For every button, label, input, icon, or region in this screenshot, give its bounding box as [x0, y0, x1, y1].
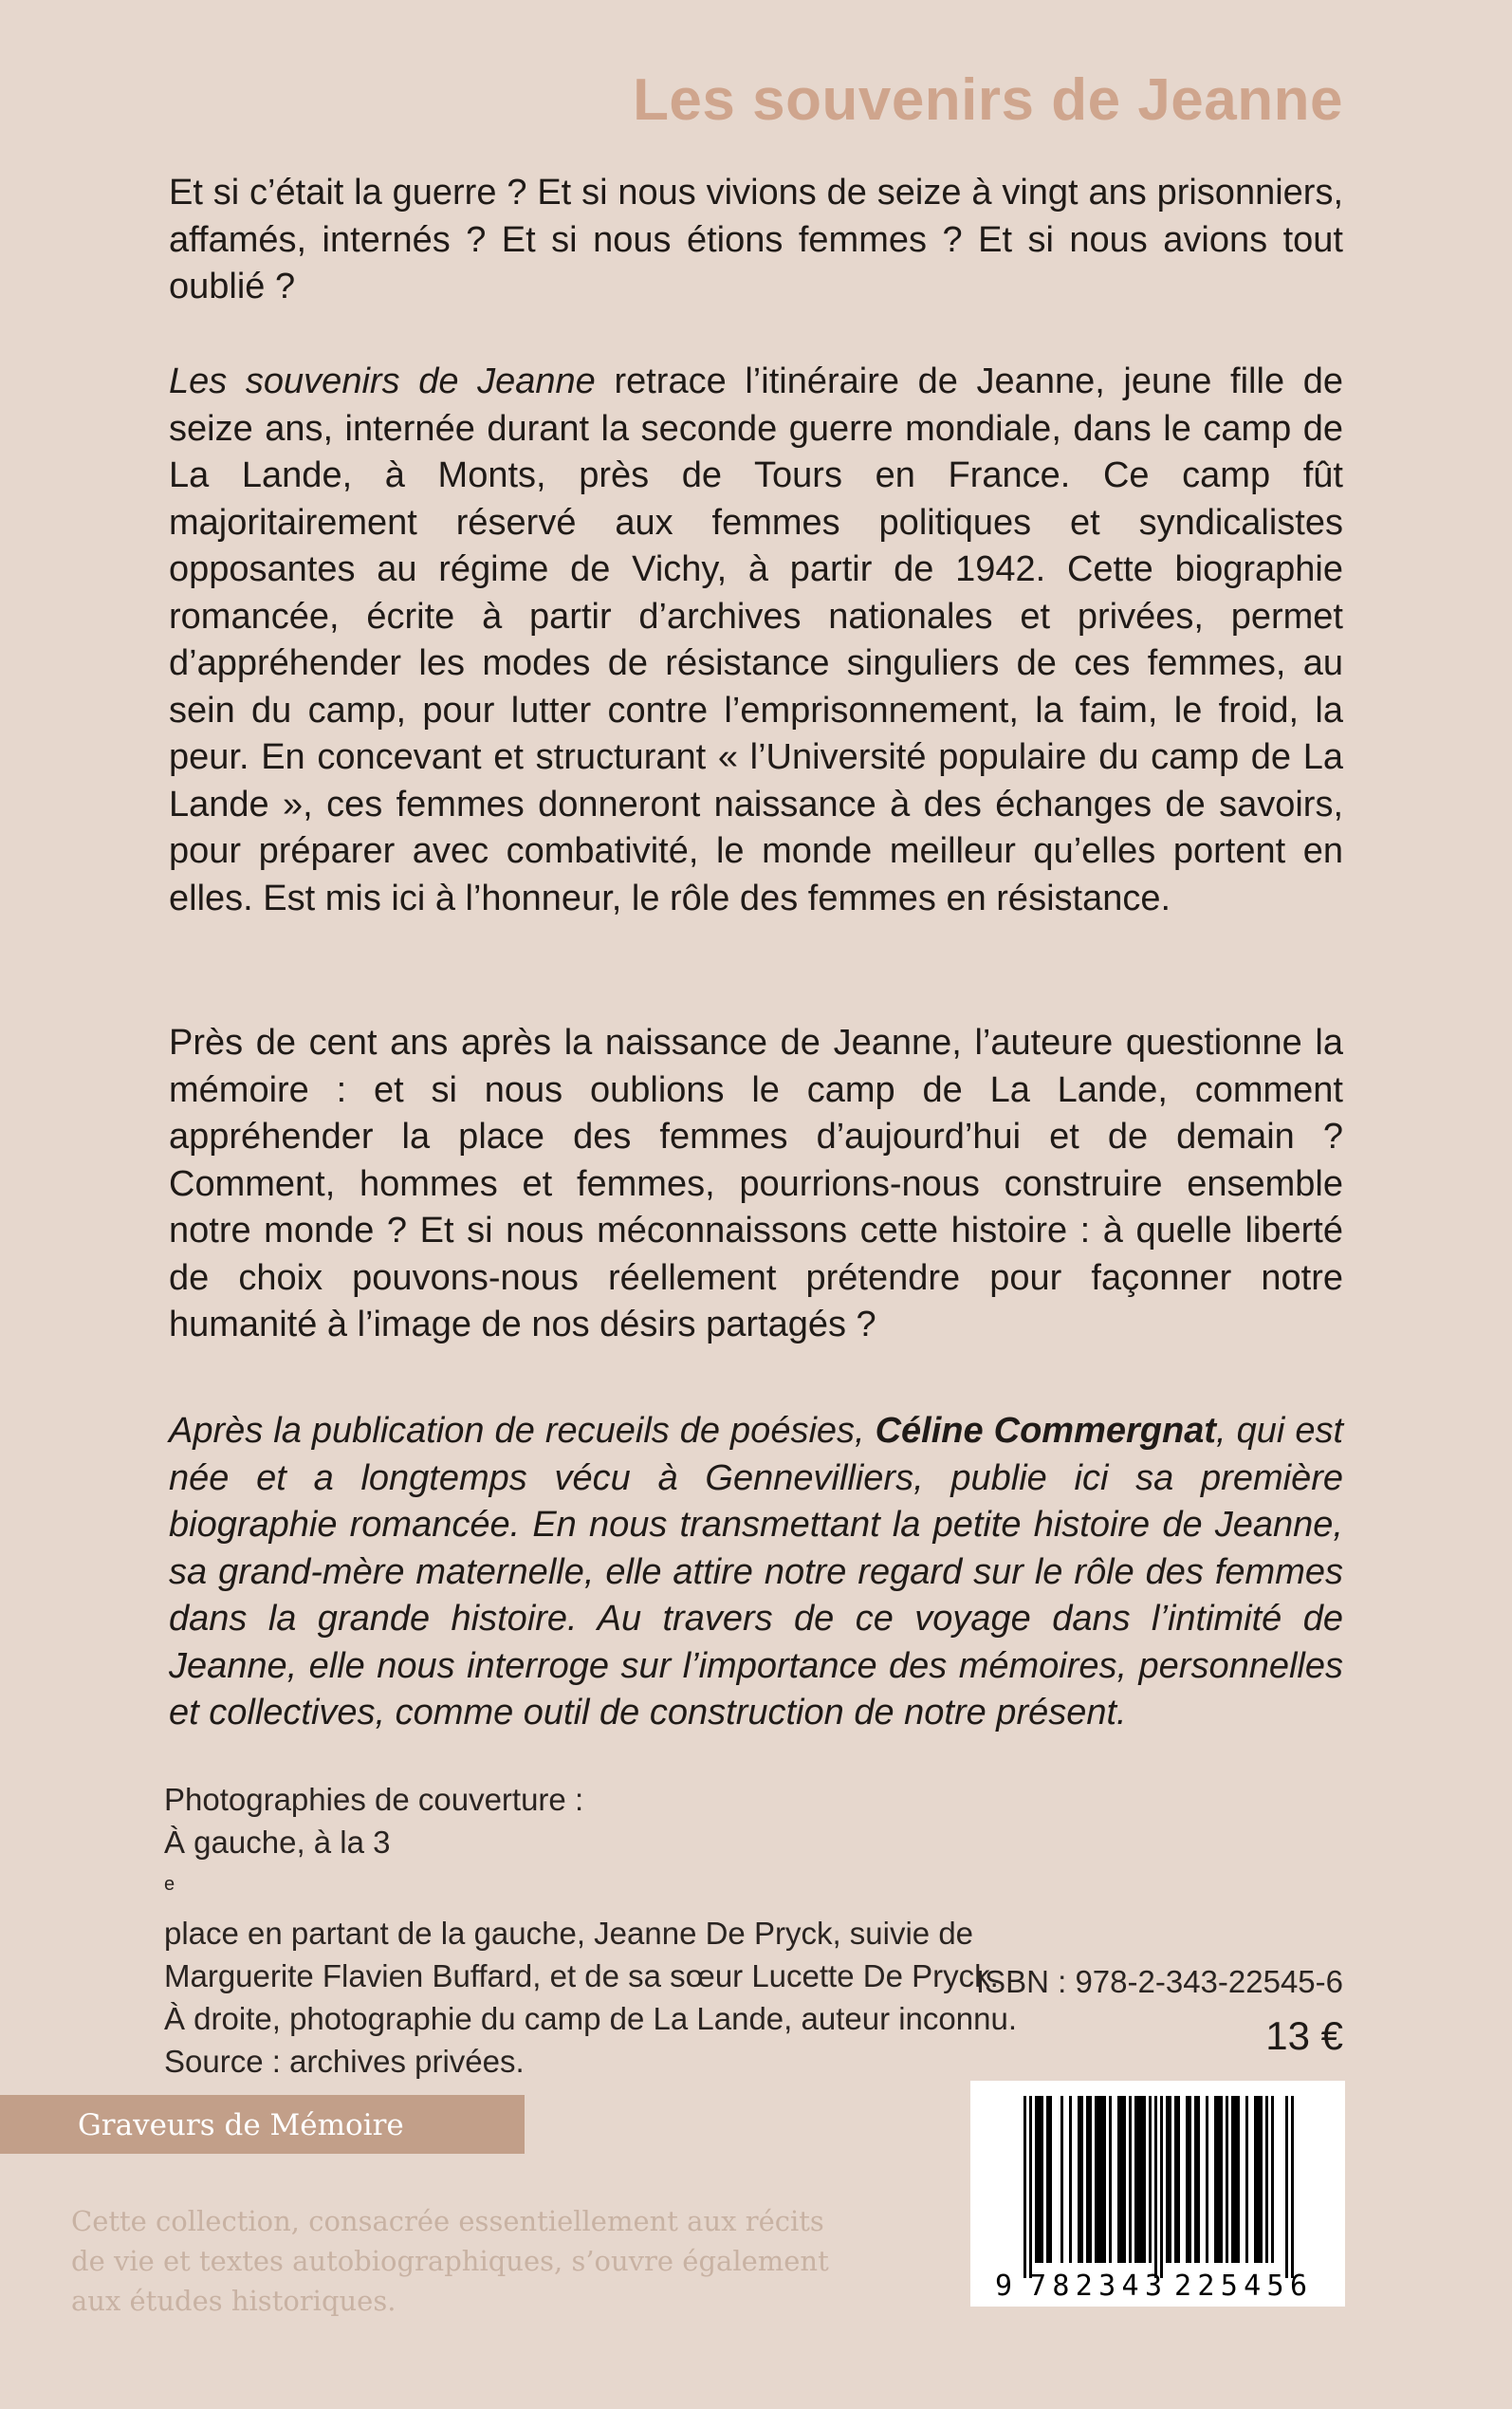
barcode-bar [1260, 2096, 1263, 2263]
barcode-bar [1154, 2096, 1157, 2278]
barcode-bar [1245, 2096, 1248, 2263]
blurb-paragraph-1: Et si c’était la guerre ? Et si nous vivions de seize à vingt ans prisonniers, affamés, internés ? Et si nous étions femmes ? Et si nous avions tout oublié ? [169, 173, 1343, 306]
photo-credits-line-2: Marguerite Flavien Buffard, et de sa sœur Lucette De Pryck. [164, 1958, 999, 1993]
barcode-graphic [970, 2081, 1345, 2307]
author-bio-intro: Après la publication de recueils de poésies, [169, 1411, 876, 1451]
barcode-bar [1117, 2096, 1120, 2263]
author-bio [169, 1408, 1343, 1737]
barcode-bars [1023, 2096, 1294, 2278]
barcode-bar [1194, 2096, 1197, 2263]
barcode-digits-left: 782343 [1029, 2270, 1162, 2303]
barcode-bar [1097, 2096, 1100, 2263]
author-bio-text: , qui est née et a longtemps vécu à Gennevilliers, publie ici sa première biographie romancée. En nous transmettant la petite histoire de Jeanne, sa grand-mère maternelle, elle attire notre regard sur le rôle des femmes dans la grande histoire. Au travers de ce voyage dans l’intimité de Jeanne, elle nous interroge sur l’importance des mémoires, personnelles et collectives, comme outil de construction de notre présent. [169, 1411, 1344, 1733]
barcode-bar [1038, 2096, 1041, 2263]
barcode-bar [1217, 2096, 1220, 2263]
barcode-bar [1100, 2096, 1103, 2263]
collection-name: Graveurs de Mémoire [78, 2108, 404, 2142]
price: 13 € [1265, 2013, 1343, 2058]
photo-credits [164, 1778, 1359, 2083]
isbn: ISBN : 978-2-343-22545-6 [975, 1964, 1343, 1999]
barcode-bar [1271, 2096, 1274, 2263]
photo-credits-line-1: À gauche, à la 3 $^e$ place en partant de la gauche, Jeanne De Pryck, suivie de [164, 1825, 974, 1951]
barcode-bar [1234, 2096, 1237, 2263]
barcode-digit-first: 9 [995, 2270, 1013, 2303]
barcode-digits-right: 225456 [1174, 2270, 1307, 2303]
barcode-bar [1086, 2096, 1089, 2263]
barcode-bar [1265, 2096, 1268, 2263]
barcode [970, 2081, 1345, 2307]
collection-description-line-1: Cette collection, consacrée essentiellement aux récits [71, 2205, 824, 2237]
barcode-bar [1206, 2096, 1208, 2263]
barcode-bar [1137, 2096, 1140, 2263]
blurb-paragraph-3: Près de cent ans après la naissance de Jeanne, l’auteure questionne la mémoire : et si nous oublions le camp de La Lande, comment appréhender la place des femmes d’aujourd’hui et de demain ? Comment, hommes et femmes, pourrions-nous construire ensemble notre monde ? Et si nous méconnaissons cette histoire : à quelle liberté de choix pouvons-nous réellement prétendre pour façonner notre humanité à l’image de nos désirs partagés ? [169, 1023, 1343, 1344]
barcode-bar [1220, 2096, 1223, 2263]
barcode-bar [1134, 2096, 1137, 2263]
photo-credits-heading: Photographies de couverture : [164, 1782, 584, 1817]
barcode-bar [1197, 2096, 1200, 2263]
barcode-bar [1285, 2096, 1288, 2278]
barcode-bar [1080, 2096, 1083, 2263]
collection-description-line-2: de vie et textes autobiographiques, s’ouvre également [71, 2245, 829, 2277]
barcode-bar [1143, 2096, 1146, 2263]
barcode-bar [1078, 2096, 1080, 2263]
collection-description [71, 2201, 830, 2321]
barcode-bar [1291, 2096, 1294, 2278]
barcode-bar [1166, 2096, 1169, 2263]
barcode-bar [1226, 2096, 1228, 2263]
barcode-bar [1169, 2096, 1171, 2263]
barcode-bar [1237, 2096, 1240, 2263]
barcode-bar [1149, 2096, 1152, 2263]
barcode-bar [1046, 2096, 1049, 2263]
collection-description-line-3: aux études historiques. [71, 2285, 396, 2317]
barcode-bar [1160, 2096, 1163, 2278]
barcode-bar [1120, 2096, 1123, 2263]
barcode-bar [1189, 2096, 1191, 2263]
barcode-bar [1089, 2096, 1092, 2263]
barcode-bar [1186, 2096, 1189, 2263]
barcode-bar [1174, 2096, 1177, 2263]
book-title: Les souvenirs de Jeanne [633, 67, 1343, 133]
barcode-bar [1069, 2096, 1072, 2263]
photo-credits-source: Source : archives privées. [164, 2044, 525, 2079]
barcode-bar [1140, 2096, 1143, 2263]
barcode-bar [1049, 2096, 1052, 2263]
collection-band [0, 2095, 525, 2154]
barcode-bar [1029, 2096, 1032, 2278]
blurb-paragraph-2-title: Les souvenirs de Jeanne [169, 361, 596, 401]
barcode-bar [1109, 2096, 1112, 2263]
photo-credits-line-3: À droite, photographie du camp de La Lande, auteur inconnu. [164, 2001, 1017, 2036]
barcode-bar [1177, 2096, 1180, 2263]
barcode-bar [1214, 2096, 1217, 2263]
author-name: Céline Commergnat [875, 1411, 1217, 1451]
blurb-paragraph-2 [169, 359, 1343, 922]
barcode-bar [1060, 2096, 1063, 2263]
barcode-bar [1095, 2096, 1097, 2263]
barcode-bar [1231, 2096, 1234, 2263]
barcode-bar [1129, 2096, 1132, 2263]
barcode-bar [1035, 2096, 1038, 2263]
barcode-bar [1254, 2096, 1257, 2263]
blurb-paragraph-2-text: retrace l’itinéraire de Jeanne, jeune fille de seize ans, internée durant la seconde guerre mondiale, dans le camp de La Lande, à Monts, près de Tours en France. Ce camp fût majoritairement réservé aux femmes politiques et syndicalistes opposantes au régime de Vichy, à partir de 1942. Cette biographie romancée, écrite à partir d’archives nationales et privées, permet d’appréhender les modes de résistance singuliers de ces femmes, au sein du camp, pour lutter contre l’emprisonnement, la faim, le froid, la peur. En concevant et structurant « l’Université populaire du camp de La Lande », ces femmes donneront naissance à des échanges de savoirs, pour préparer avec combativité, le monde meilleur qu’elles portent en elles. Est mis ici à l’honneur, le rôle des femmes en résistance. [169, 361, 1343, 918]
barcode-bar [1103, 2096, 1106, 2263]
barcode-bar [1257, 2096, 1260, 2263]
barcode-bar [1041, 2096, 1043, 2263]
barcode-bar [1023, 2096, 1026, 2278]
barcode-bar [1123, 2096, 1126, 2263]
